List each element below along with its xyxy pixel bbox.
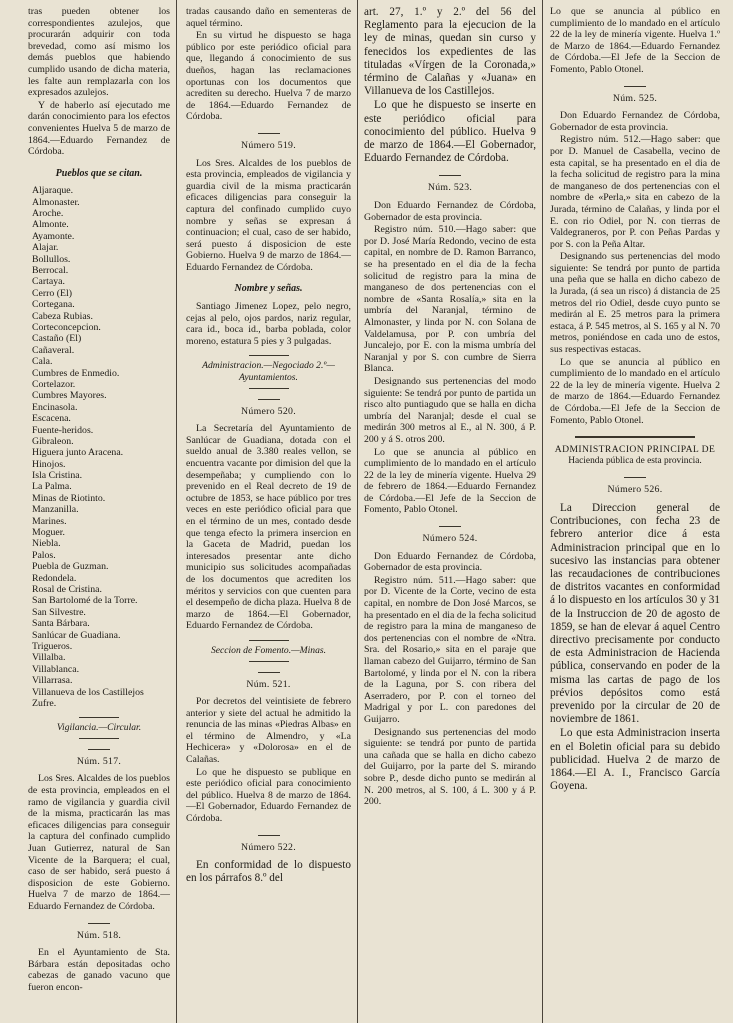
notice-number-525: Núm. 525.	[550, 86, 720, 105]
paragraph: En el Ayuntamiento de Sta. Bárbara están depositadas ocho cabezas de ganado vacuno que fueron encon-	[28, 947, 170, 993]
town-item: Cumbres Mayores.	[32, 390, 107, 402]
notice-number-521: Núm. 521.	[186, 672, 351, 691]
town-item: Castaño (El)	[32, 333, 82, 345]
town-item: Cala.	[32, 356, 53, 368]
paragraph: Lo que he dispuesto se publique en este periódico oficial para conocimiento del público. Huelva 8 de marzo de 1864.—El Gobernador, Eduardo Fernandez de Córdoba.	[186, 766, 351, 825]
town-item: Higuera junto Aracena.	[32, 447, 124, 459]
paragraph: Y de haberlo así ejecutado me darán conocimiento para los efectos convenientes Huelva 5 de marzo de 1864.—Eduardo Fernandez de Córdoba.	[28, 99, 170, 158]
notice-number-520: Número 520.	[186, 399, 351, 418]
town-item: Hinojos.	[32, 458, 66, 470]
town-item: Ayamonte.	[32, 230, 75, 242]
town-item: Villanueva de los Castillejos	[32, 686, 144, 698]
column-rule	[176, 0, 177, 1023]
paragraph: art. 27, 1.º y 2.º del 56 del Reglamento para la ejecucion de la ley de minas, quedan sin curso y fenecidos los expedientes de las tituladas «Vírgen de la Coronada,» término de Calañas y «Juana» en Villanueva de los Castillejos.	[364, 6, 536, 98]
section-heading-vigilancia: Vigilancia.—Circular.	[28, 717, 170, 739]
town-item: Villalba.	[32, 652, 66, 664]
town-item: Villarrasa.	[32, 675, 73, 687]
town-item: Berrocal.	[32, 265, 69, 277]
town-item: Isla Cristina.	[32, 470, 83, 482]
town-item: Trigueros.	[32, 640, 73, 652]
town-item: Minas de Riotinto.	[32, 492, 106, 504]
town-item: Cortegana.	[32, 299, 75, 311]
paragraph: tradas causando daño en sementeras de aquel término.	[186, 6, 351, 29]
town-item: Cañaveral.	[32, 344, 75, 356]
notice-number-523: Núm. 523.	[364, 175, 536, 194]
paragraph: Designando sus pertenencias del modo siguiente: Se tendrá por punto de partida una peña que se halla en dicho cabezo de la Jurada, (á sea un risco) á distancia de 25 metros del rio Odiel, desde cuyo punto se medirán al E. 25 metros para la primera estaca, á P. 545 metros, al S. 165 y al N. 70 metros, poniéndose en cada uno de estos, sus respectivas estacas.	[550, 251, 720, 356]
town-item: Cortelazor.	[32, 378, 76, 390]
paragraph: En su virtud he dispuesto se haga público por este periódico oficial para que, llegando á conocimiento de sus dueños, hagan las reclamaciones oportunas con los documentos que acrediten su derecho. Huelva 7 de marzo de 1864.—Eduardo Fernandez de Córdoba.	[186, 30, 351, 123]
town-item: Cartaya.	[32, 276, 65, 288]
paragraph: Registro núm. 512.—Hago saber: que por D. Manuel de Casabella, vecino de esta capital, se ha presentado en el dia de la fecha solicitud de registro para la mina de manganeso de dos pertenencias con el nombre de «Perla,» sita en cabezo de la Jurada, término de Calañas, y linda por el E. con rio Odiel, por N. con tierras de Valdegraneros, por P. con Peñas Pardas y por S. con la Peña Altar.	[550, 134, 720, 250]
town-item: Sanlúcar de Guadiana.	[32, 629, 121, 641]
section-heading-fomento: Seccion de Fomento.—Minas.	[186, 640, 351, 662]
town-item: Manzanilla.	[32, 504, 79, 516]
town-item: Palos.	[32, 549, 56, 561]
paragraph: Por decretos del veintisiete de febrero anterior y siete del actual he admitido la renuncia de las minas «Piedras Albas» en el término de Almendro, y «La Hechicera» y «Dolorosa» en el de Calañas.	[186, 696, 351, 766]
town-item: Gibraleon.	[32, 435, 74, 447]
paragraph: tras pueden obtener los correspondientes azulejos, que procurarán adquirir con toda brevedad, como así mismo los demás pueblos que habiendo cumplido usando de dicha materia, les falte aun remplazarla con los expresados azulejos.	[28, 6, 170, 99]
town-item: Cumbres de Enmedio.	[32, 367, 120, 379]
town-item: La Palma.	[32, 481, 72, 493]
town-item: Fuente-heridos.	[32, 424, 94, 436]
town-item: San Silvestre.	[32, 606, 86, 618]
notice-number-518: Núm. 518.	[28, 923, 170, 942]
town-item: Cerro (El)	[32, 287, 72, 299]
towns-heading: Pueblos que se citan.	[55, 167, 143, 179]
paragraph: Lo que he dispuesto se inserte en este periódico oficial para conocimiento del público. Huelva 9 de marzo de 1864.—El Gobernador, Eduardo Fernandez de Córdoba.	[364, 99, 536, 165]
town-item: Aljaraque.	[32, 185, 74, 197]
column-rule	[542, 0, 543, 1023]
town-item: Niebla.	[32, 538, 61, 550]
town-item: Corteconcepcion.	[32, 322, 101, 333]
paragraph: Lo que se anuncia al público en cumplimiento de lo mandado en el artículo 22 de la ley de minería vigente. Huelva 29 de febrero de 1864.—Eduardo Fernandez de Córdoba.—El Jefe de la Seccion de Fomento, Pablo Otonel.	[364, 446, 536, 516]
paragraph: Registro núm. 510.—Hago saber: que por D. José María Redondo, vecino de esta capital, en nombre de D. Ramon Barranco, se ha presentado en el dia de la fecha solicitud de registro para la mina de manganeso de dos pertenencias con el nombre de «Santa Rosalía,» sita en la umbría del Naranjal, término de Almonaster, y linda por N. con Solana de Valdelamusa, por P. con umbría del Juncalejo, por E. con la misma umbría del Naranjal y por S. con cumbre de Sierra Blanca.	[364, 224, 536, 375]
notice-number-526: Número 526.	[550, 477, 720, 496]
town-item: Cabeza Rubias.	[32, 310, 93, 322]
town-item: Alajar.	[32, 242, 59, 254]
town-item: Marines.	[32, 515, 67, 527]
paragraph: Don Eduardo Fernandez de Córdoba, Gobernador de esta provincia.	[364, 550, 536, 574]
notice-number-522: Número 522.	[186, 835, 351, 854]
paragraph: Lo que se anuncia al público en cumplimiento de lo mandado en el artículo 22 de la ley de minería vigente. Huelva 1.º de Marzo de 1864.—Eduardo Fernandez de Córdoba.—El Jefe de la Seccion de Fomento, Pablo Otonel.	[550, 6, 720, 75]
town-item: Encinasola.	[32, 401, 78, 413]
administracion-heading	[550, 436, 720, 467]
notice-number-517: Núm. 517.	[28, 749, 170, 768]
paragraph: La Direccion general de Contribuciones, con fecha 23 de febrero anterior dice á esta Administracion principal que en lo sucesivo las instancias para obtener las recaudaciones de contribuciones de distritos vacantes en conformidad á lo dispuesto en los artículos 30 y 31 de la Instruccion de 20 de agosto de 1859, se han de elevar á aquel Centro directivo precisamente por conducto de esta Administracion de Hacienda pública, conservando en poder de la misma las cartas de pago de los prévios depósitos como está prevenido por la circular de 20 de noviembre de 1861.	[550, 501, 720, 726]
section-heading-administracion: Administracion.—Negociado 2.º—Ayuntamientos.	[186, 355, 351, 388]
column-1	[28, 6, 170, 1019]
town-item: Puebla de Guzman.	[32, 561, 109, 573]
town-item: Almonte.	[32, 219, 69, 231]
town-item: Bollullos.	[32, 253, 71, 265]
paragraph: Designando sus pertenencias del modo siguiente: se tendrá por punto de partida una cañada que se halla en dicho cabezo del Guijarro, por la parte del S. mirando sobre P., desde dicho punto se medirán al N. 200 metros, al S. 100, á L. 300 y á P. 200.	[364, 726, 536, 808]
paragraph: Don Eduardo Fernandez de Córdoba, Gobernador de esta provincia.	[550, 110, 720, 133]
column-rule	[357, 0, 358, 1023]
column-4	[550, 6, 720, 1019]
town-item: Villablanca.	[32, 663, 80, 675]
notice-number-519: Número 519.	[186, 133, 351, 152]
town-item: Rosal de Cristina.	[32, 583, 102, 595]
town-item: Almonaster.	[32, 196, 80, 208]
paragraph: Designando sus pertenencias del modo siguiente: Se tendrá por punto de partida un risco alto puntiagudo que se halla en dicha umbría del Naranjal; desde el cual se medirán 300 metros al E., al N. 300, á P. 200 y á S. otros 200.	[364, 375, 536, 445]
paragraph: Los Sres. Alcaldes de los pueblos de esta provincia, empleados en el ramo de vigilancia y guardia civil de la misma, practicarán las mas eficaces diligencias para conseguir la captura del confinado cumplido Juan Gutierrez, natural de San Vicente de la Barquera; el cual, caso de ser habido, será puesto á disposicion de este Gobierno. Huelva 7 de marzo de 1864.—Eduardo Fernandez de Córdoba.	[28, 773, 170, 912]
towns-list	[28, 185, 170, 709]
column-2	[186, 6, 351, 1019]
paragraph: Lo que se anuncia al público en cumplimiento de lo mandado en el artículo 22 de la ley de minería vigente. Huelva 2 de marzo de 1864.—Eduardo Fernandez de Córdoba.—El Jefe de la Seccion de Fomento, Pablo Otonel.	[550, 356, 720, 426]
town-item: Zufre.	[32, 697, 57, 709]
paragraph: Don Eduardo Fernandez de Córdoba, Gobernador de esta provincia.	[364, 200, 536, 223]
column-3	[364, 6, 536, 1019]
administracion-subtitle: Hacienda pública de esta provincia.	[568, 455, 702, 466]
paragraph: Santiago Jimenez Lopez, pelo negro, cejas al pelo, ojos pardos, nariz regular, cara id., boca id., barba poblada, color moreno, estatura 5 pies y 3 pulgadas.	[186, 301, 351, 347]
paragraph: En conformidad de lo dispuesto en los párrafos 8.º del	[186, 859, 351, 885]
town-item: San Bartolomé de la Torre.	[32, 595, 138, 607]
nombre-heading: Nombre y señas.	[234, 283, 303, 295]
town-item: Redondela.	[32, 572, 77, 584]
town-item: Santa Bárbara.	[32, 618, 90, 630]
administracion-title: ADMINISTRACION PRINCIPAL DE	[554, 444, 716, 456]
paragraph: Los Sres. Alcaldes de los pueblos de esta provincia, empleados de vigilancia y guardia civil de la misma practicarán eficaces diligencias para conseguir la captura del confinado cumplido cuyo nombre y señas se expresan á continuacion; el cual, caso de ser habido, será puesto á disposicion de este Gobierno. Huelva 9 de marzo de 1864.—Eduardo Fernandez de Córdoba.	[186, 157, 351, 273]
paragraph: La Secretaría del Ayuntamiento de Sanlúcar de Guadiana, dotada con el sueldo anual de 3.380 reales vellon, se encuentra vacante por dimision del que la desempeñaba; y cumpliendo con lo prevenido en el Real decreto de 19 de octubre de 1853, se hace público por tres veces en este periódico oficial para que en el término de un mes, contado desde que tenga efecto la primera insercion en la Gaceta de Madrid, puedan los interesados presentar ante dicho municipio sus solicitudes acompañadas de los documentos que acrediten los méritos y servicios con que cuenten para el desempeño de dicha plaza. Huelva 8 de marzo de 1864.—El Gobernador, Eduardo Fernandez de Córdoba.	[186, 423, 351, 632]
town-item: Escacena.	[32, 413, 71, 425]
paragraph: Registro núm. 511.—Hago saber: que por D. Vicente de la Corte, vecino de esta capital, en nombre de Don José Marcos, se ha presentado en el dia de la fecha solicitud de registro para la mina de manganeso de dos pertenencias con el nombre de «Ntra. Sra. del Rosario,» sita en el paraje que llaman cabezo del Guijarro, término de San Bartolomé, y linda por el N. con la ribera de la Laguna, por S. con ribera del Aserradero, por P. con el torneo del Madrigal y por L. con paredones del Guijarro.	[364, 574, 536, 725]
town-item: Aroche.	[32, 208, 64, 220]
town-item: Moguer.	[32, 527, 65, 539]
paragraph: Lo que esta Administracion inserta en el Boletin oficial para su debido publicidad. Huelva 2 de marzo de 1864.—El A. I., Francisco García Goyena.	[550, 727, 720, 793]
notice-number-524: Número 524.	[364, 526, 536, 545]
